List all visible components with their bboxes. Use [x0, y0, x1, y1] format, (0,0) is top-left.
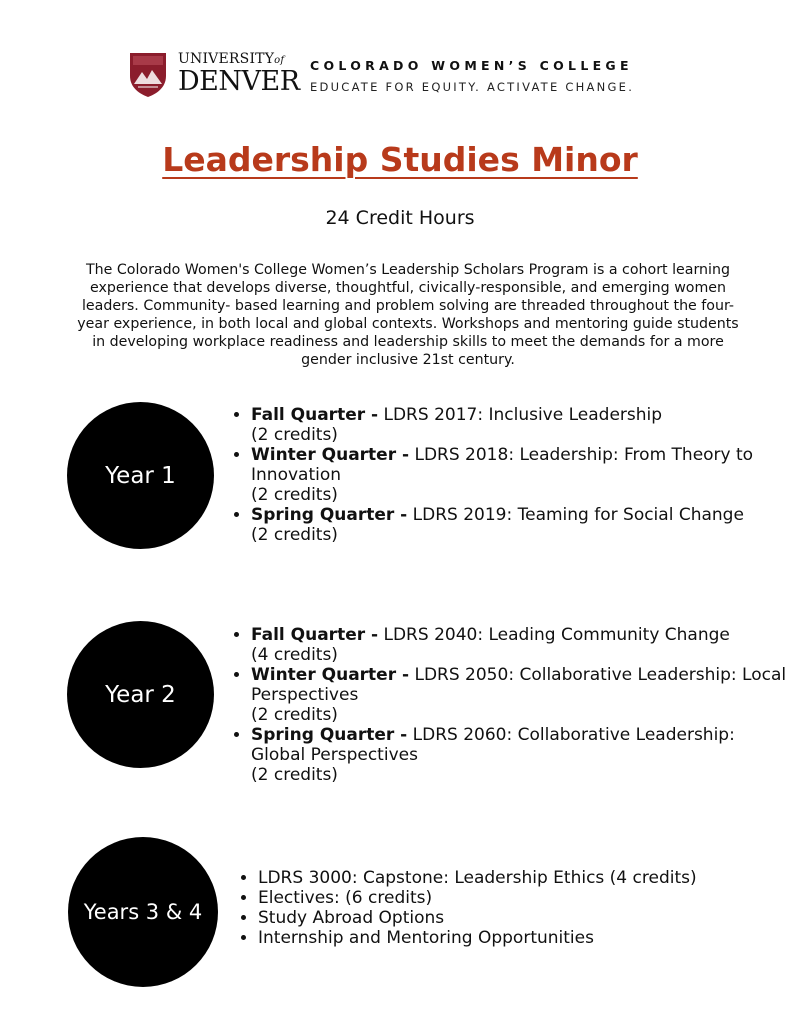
- list-item: [251, 405, 791, 445]
- university-line2: DENVER: [178, 66, 300, 97]
- year-2-course-list: [229, 625, 791, 785]
- course-name: LDRS 2017: Inclusive Leadership: [383, 405, 663, 425]
- university-of: of: [274, 55, 285, 66]
- list-item: [251, 665, 791, 725]
- course-credits: (2 credits): [251, 765, 338, 785]
- course-credits: (2 credits): [251, 425, 338, 445]
- college-name: COLORADO WOMEN’S COLLEGE: [310, 58, 633, 73]
- university-line1: UNIVERSITY: [178, 51, 275, 67]
- university-shield-logo: [128, 50, 168, 98]
- page-header: [128, 50, 688, 100]
- college-tagline: EDUCATE FOR EQUITY. ACTIVATE CHANGE.: [310, 80, 635, 94]
- course-credits: (2 credits): [251, 525, 338, 545]
- list-item: [251, 445, 791, 505]
- term-label: Winter Quarter -: [251, 665, 410, 685]
- term-label: Spring Quarter -: [251, 725, 408, 745]
- course-name: LDRS 2019: Teaming for Social Change: [412, 505, 744, 525]
- year-2-label: Year 2: [105, 681, 176, 708]
- term-label: Spring Quarter -: [251, 505, 408, 525]
- list-item: [251, 625, 791, 665]
- course-name: LDRS 2050: Collaborative Leadership: Local Perspectives: [251, 665, 787, 705]
- year-1-course-list: [229, 405, 791, 545]
- university-wordmark: [178, 51, 300, 97]
- term-label: Fall Quarter -: [251, 405, 379, 425]
- list-item: • Study Abroad Options: [258, 908, 798, 928]
- list-item: • Internship and Mentoring Opportunities: [258, 928, 798, 948]
- course-name: LDRS 2060: Collaborative Leadership: Global Perspectives: [251, 725, 735, 765]
- course-name: LDRS 2040: Leading Community Change: [383, 625, 730, 645]
- list-item: • LDRS 3000: Capstone: Leadership Ethics (4 credits): [258, 868, 798, 888]
- year-1-label: Year 1: [105, 462, 176, 489]
- term-label: Winter Quarter -: [251, 445, 410, 465]
- years-3-4-label: Years 3 & 4: [83, 900, 203, 924]
- intro-paragraph: The Colorado Women's College Women’s Leadership Scholars Program is a cohort learning experience that develops diverse, thoughtful, civically-responsible, and emerging women leaders. Community- based learning and problem solving are threaded throughout the four-year experience, in both local and global contexts. Workshops and mentoring guide students in developing workplace readiness and leadership skills to meet the demands for a more gender inclusive 21st century.: [77, 262, 739, 368]
- list-item: [251, 725, 791, 785]
- years-3-4-badge: [68, 837, 218, 987]
- course-credits: (4 credits): [251, 645, 338, 665]
- list-item: • Electives: (6 credits): [258, 888, 798, 908]
- term-label: Fall Quarter -: [251, 625, 379, 645]
- credit-hours: 24 Credit Hours: [325, 207, 475, 229]
- page-title: Leadership Studies Minor: [162, 140, 638, 179]
- course-credits: (2 credits): [251, 705, 338, 725]
- year-2-badge: [67, 621, 214, 768]
- course-name: LDRS 2018: Leadership: From Theory to Innovation: [251, 445, 754, 485]
- course-credits: (2 credits): [251, 485, 338, 505]
- years-3-4-list: [236, 868, 798, 948]
- list-item: [251, 505, 791, 545]
- year-1-badge: [67, 402, 214, 549]
